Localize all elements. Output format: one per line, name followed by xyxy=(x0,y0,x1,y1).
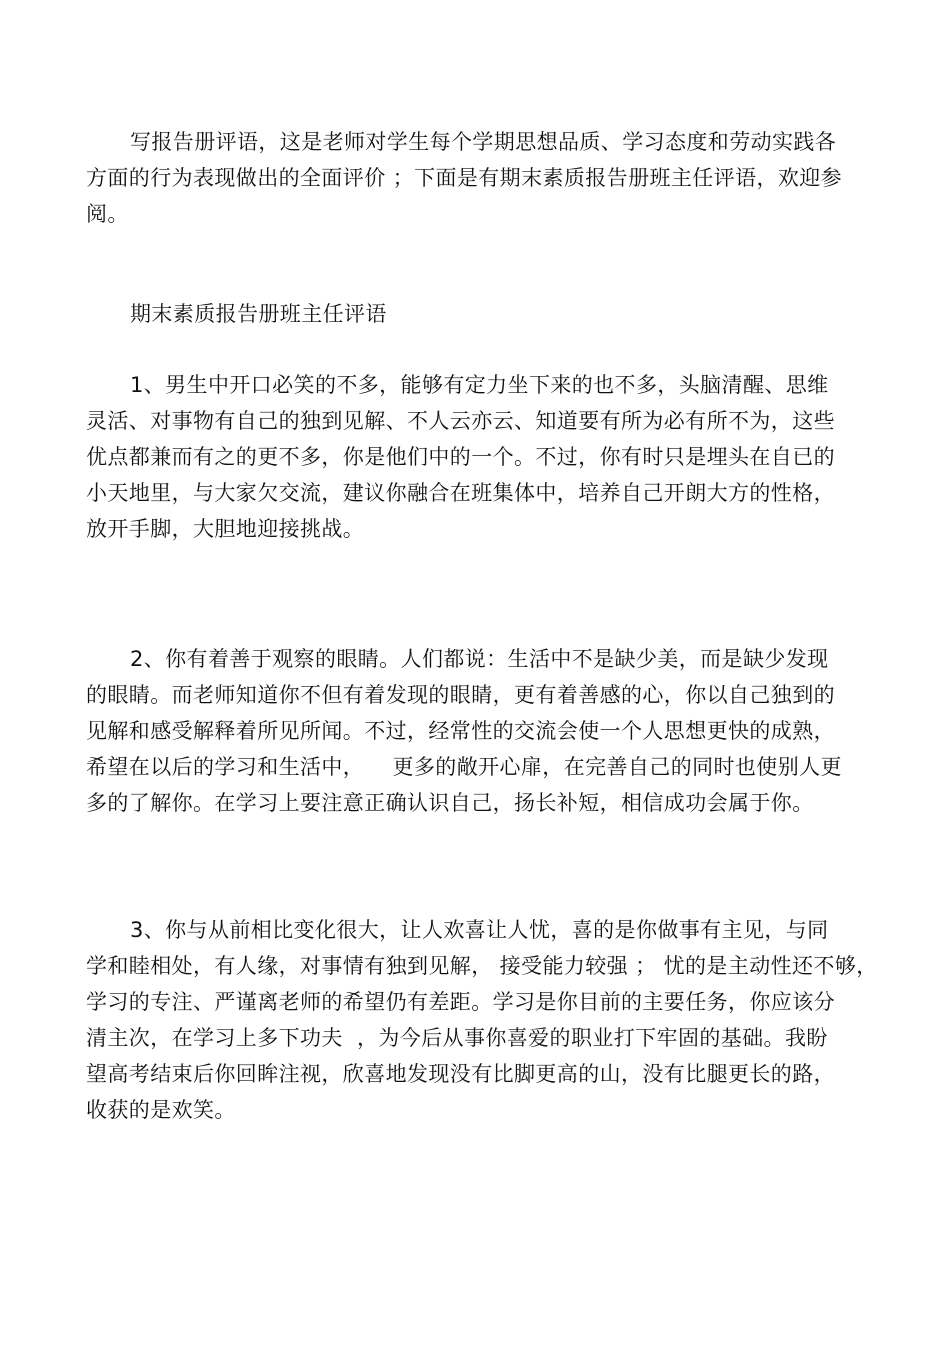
comment-line: 见解和感受解释着所见所闻。不过，经常性的交流会使一个人思想更快的成熟， xyxy=(86,719,835,743)
section-heading-paragraph xyxy=(86,296,846,332)
comment-line: 望高考结束后你回眸注视，欣喜地发现没有比脚更高的山，没有比腿更长的路， xyxy=(86,1062,835,1086)
intro-line: 阅。 xyxy=(86,202,129,226)
section-heading: 期末素质报告册班主任评语 xyxy=(130,302,387,326)
comment-line: 希望在以后的学习和生活中， 更多的敞开心扉，在完善自己的同时也使别人更 xyxy=(86,755,842,779)
comment-line: 收获的是欢笑。 xyxy=(86,1098,236,1122)
comment-line: 小天地里，与大家欠交流，建议你融合在班集体中，培养自己开朗大方的性格， xyxy=(86,481,835,505)
comment-line: 的眼睛。而老师知道你不但有着发现的眼睛，更有着善感的心，你以自己独到的 xyxy=(86,683,835,707)
intro-line: 写报告册评语，这是老师对学生每个学期思想品质、学习态度和劳动实践各 xyxy=(130,130,837,154)
comment-line: 多的了解你。在学习上要注意正确认识自己，扬长补短，相信成功会属于你。 xyxy=(86,791,814,815)
comment-paragraph-2 xyxy=(86,641,846,821)
comment-line: 学习的专注、严谨离老师的希望仍有差距。学习是你目前的主要任务，你应该分 xyxy=(86,990,835,1014)
comment-line: 灵活、对事物有自己的独到见解、不人云亦云、知道要有所为必有所不为，这些 xyxy=(86,409,835,433)
comment-line: 1、男生中开口必笑的不多，能够有定力坐下来的也不多，头脑清醒、思维 xyxy=(130,373,829,397)
intro-line: 方面的行为表现做出的全面评价 ；下面是有期末素质报告册班主任评语，欢迎参 xyxy=(86,166,843,190)
intro-paragraph xyxy=(86,124,846,232)
comment-line: 清主次，在学习上多下功夫 ，为今后从事你喜爱的职业打下牢固的基础。我盼 xyxy=(86,1026,828,1050)
comment-paragraph-1 xyxy=(86,367,846,547)
comment-line: 2、你有着善于观察的眼睛。人们都说：生活中不是缺少美，而是缺少发现 xyxy=(130,647,829,671)
comment-line: 学和睦相处，有人缘，对事情有独到见解， 接受能力较强 ； 忧的是主动性还不够， xyxy=(86,954,878,978)
comment-line: 优点都兼而有之的更不多，你是他们中的一个。不过，你有时只是埋头在自已的 xyxy=(86,445,835,469)
comment-line: 3、你与从前相比变化很大，让人欢喜让人忧，喜的是你做事有主见，与同 xyxy=(130,918,829,942)
comment-line: 放开手脚，大胆地迎接挑战。 xyxy=(86,517,365,541)
comment-paragraph-3 xyxy=(86,912,878,1128)
